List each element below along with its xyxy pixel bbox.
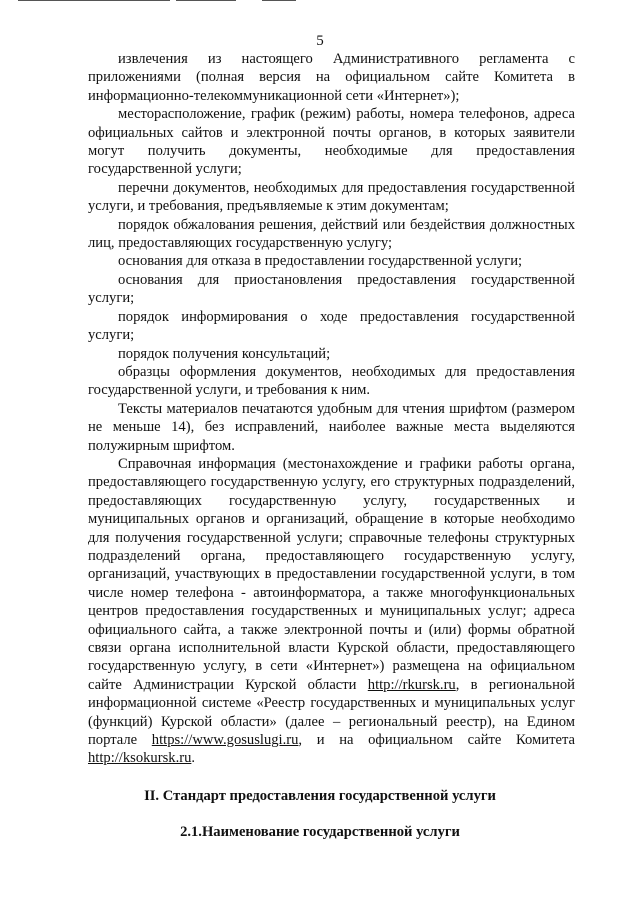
paragraph-document-samples: образцы оформления документов, необходимых для предоставления государственной услуги, и требования к ним.: [88, 363, 575, 399]
document-body: [88, 50, 575, 768]
link-rkursk[interactable]: http://rkursk.ru: [367, 676, 456, 693]
top-rule-right: [262, 0, 296, 1]
page-number: 5: [316, 33, 324, 49]
link-gosuslugi[interactable]: https://www.gosuslugi.ru: [151, 732, 299, 749]
top-rule-left: [18, 0, 170, 1]
reference-text-intro: Справочная информация (местонахождение и графики работы органа, предоставляющего государственную услугу, его структурных подразделений, предоставляющих государственную услугу, государственных и муниципальных органов и организаций, обращение в которые необходимо для получения государственной услуги; справочные телефоны структурных подразделений органа, предоставляющего государственную услугу, организаций, участвующих в предоставлении государственной услуги, в том числе номер телефона - автоинформатора, а также многофункциональных центров предоставления государственных и муниципальных услуг; адреса официального сайта, а также электронной почты и (или) формы обратной связи органа исполнительной власти Курской области, предоставляющего государственную услугу, в сети «Интернет») размещена на официальном сайте Администрации Курской области: [88, 455, 575, 693]
top-rule-middle: [176, 0, 236, 1]
paragraph-refusal-grounds: основания для отказа в предоставлении государственной услуги;: [118, 253, 523, 270]
section-heading: II. Стандарт предоставления государственной услуги: [144, 788, 496, 804]
paragraph-reference-information: [88, 455, 575, 768]
reference-text-end: .: [191, 750, 196, 767]
subsection-heading: 2.1.Наименование государственной услуги: [180, 824, 460, 840]
paragraph-progress-info: порядок информирования о ходе предоставления государственной услуги;: [88, 308, 575, 344]
paragraph-location-schedule: месторасположение, график (режим) работы, номера телефонов, адреса официальных сайтов и электронной почты органов, в которых заявители могут получить документы, необходимые для предоставления государственной услуги;: [88, 106, 575, 178]
paragraph-suspension-grounds: основания для приостановления предоставления государственной услуги;: [88, 271, 575, 307]
link-ksokursk[interactable]: http://ksokursk.ru: [88, 750, 192, 767]
paragraph-appeal-procedure: порядок обжалования решения, действий или бездействия должностных лиц, предоставляющих государственную услугу;: [88, 216, 575, 252]
paragraph-consultations: порядок получения консультаций;: [118, 345, 331, 362]
reference-text-registry: , в региональной информационной системе «Реестр государственных и муниципальных услуг (функций) Курской области» (далее – региональный реестр), на Едином портале: [88, 676, 575, 749]
paragraph-font-requirements: Тексты материалов печатаются удобным для чтения шрифтом (размером не меньше 14), без исправлений, наиболее важные места выделяются полужирным шрифтом.: [88, 400, 575, 454]
reference-text-committee: , и на официальном сайте Комитета: [298, 732, 575, 749]
paragraph-document-lists: перечни документов, необходимых для предоставления государственной услуги, и требования, предъявляемые к этим документам;: [88, 179, 575, 215]
paragraph-extracts: извлечения из настоящего Административного регламента с приложениями (полная версия на официальном сайте Комитета в информационно-телекоммуникационной сети «Интернет»);: [88, 51, 575, 104]
